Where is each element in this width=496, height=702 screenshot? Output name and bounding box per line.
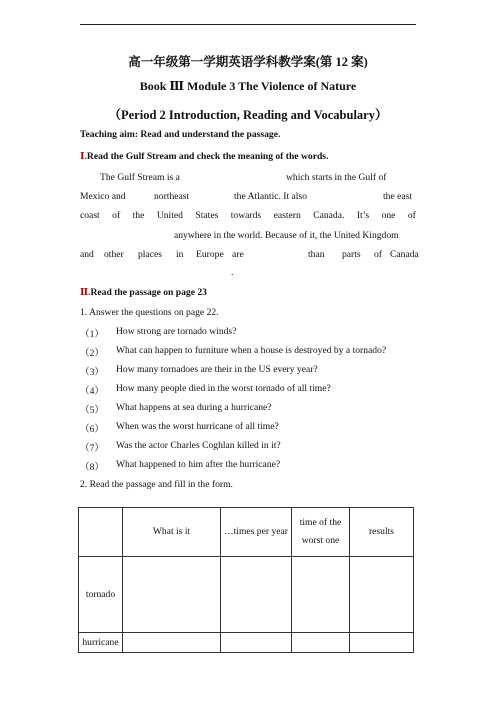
row-label-tornado: tornado (79, 557, 123, 633)
row-label-hurricane: hurricane (79, 633, 123, 653)
word: other (104, 249, 124, 260)
table-row (79, 633, 414, 653)
question-number: （2） (80, 348, 104, 359)
top-rule (80, 24, 416, 25)
page-title: 高一年级第一学期英语学科教学案(第 12 案) (128, 55, 368, 69)
word: towards (230, 210, 262, 221)
table-header-cell: results (350, 508, 414, 557)
table-row (79, 557, 414, 633)
word: of (374, 249, 382, 260)
word: United (156, 210, 183, 221)
question-number: （3） (80, 367, 104, 378)
s1-line3 (80, 210, 416, 221)
word: places (138, 249, 162, 260)
word: Europe (196, 249, 224, 260)
word: Canada. (313, 210, 345, 221)
section2-heading (80, 287, 207, 298)
answer-cell[interactable] (221, 633, 292, 653)
word: one (381, 210, 396, 221)
word: than (308, 249, 325, 260)
question-item (80, 421, 420, 439)
question-number: （7） (80, 443, 104, 454)
question-text: What happens at sea during a hurricane? (116, 402, 272, 413)
question-item (80, 440, 420, 458)
word: are (232, 249, 244, 260)
section1-heading (80, 151, 328, 162)
s1-line4: anywhere in the world. Because of it, the United Kingdom (174, 230, 399, 241)
answer-cell[interactable] (221, 557, 292, 633)
task2-label: 2. Read the passage and fill in the form. (80, 479, 233, 490)
teaching-aim: Teaching aim: Read and understand the passage. (80, 129, 281, 140)
answer-cell[interactable] (292, 633, 350, 653)
answer-cell[interactable] (123, 557, 221, 633)
section1-number: Ⅰ. (80, 151, 87, 162)
word: coast (80, 210, 100, 221)
period-title: （Period 2 Introduction, Reading and Vocabulary） (108, 108, 388, 122)
word: of (112, 210, 121, 221)
question-item (80, 459, 420, 477)
s1-line2-b: northeast (154, 191, 190, 202)
s1-line2-a: Mexico and (80, 191, 126, 202)
question-text: What can happen to furniture when a house is destroyed by a tornado? (116, 345, 387, 356)
task1-label: 1. Answer the questions on page 22. (80, 307, 219, 318)
question-text: What happened to him after the hurricane? (116, 459, 281, 470)
question-text: When was the worst hurricane of all time? (116, 421, 279, 432)
word: States (195, 210, 219, 221)
table-header-cell: time of the worst one (292, 508, 350, 557)
section1-heading-text: Read the Gulf Stream and check the meaning of the words. (86, 151, 329, 162)
s1-line2-d: the east (383, 191, 413, 202)
question-number: （6） (80, 424, 104, 435)
question-item (80, 364, 420, 382)
question-item (80, 402, 420, 420)
question-number: （4） (80, 386, 104, 397)
table-header-cell: …times per year (221, 508, 292, 557)
word: eastern (273, 210, 301, 221)
word: of (407, 210, 416, 221)
section2-heading-text: Read the passage on page 23 (90, 287, 207, 298)
question-text: How many tornadoes are their in the US every year? (116, 364, 318, 375)
question-number: （8） (80, 462, 104, 473)
section2-number: Ⅱ. (80, 287, 91, 298)
question-text: How many people died in the worst tornado of all time? (116, 383, 331, 394)
word: Canada (390, 249, 419, 260)
answer-cell[interactable] (350, 557, 414, 633)
question-text: How strong are tornado winds? (116, 326, 237, 337)
answer-cell[interactable] (350, 633, 414, 653)
word: the (132, 210, 145, 221)
question-text: Was the actor Charles Coghlan killed in it? (116, 440, 281, 451)
question-number: （1） (80, 329, 104, 340)
answer-cell[interactable] (123, 633, 221, 653)
word: in (176, 249, 184, 260)
table-header-cell: What is it (123, 508, 221, 557)
s1-line1-a: The Gulf Stream is a (100, 172, 180, 183)
table-header-cell (79, 508, 123, 557)
s1-line2-c: the Atlantic. It also (234, 191, 308, 202)
s1-line6: . (231, 267, 234, 278)
module-title: Book Ⅲ Module 3 The Violence of Nature (139, 79, 357, 93)
answer-cell[interactable] (292, 557, 350, 633)
word: It’s (356, 210, 370, 221)
question-item (80, 326, 420, 344)
table-header-row (79, 508, 414, 557)
s1-line1-b: which starts in the Gulf of (286, 172, 387, 183)
word: and (80, 249, 94, 260)
question-number: （5） (80, 405, 104, 416)
question-item (80, 345, 420, 363)
fill-in-form-table (78, 507, 414, 653)
word: parts (342, 249, 361, 260)
question-item (80, 383, 420, 401)
